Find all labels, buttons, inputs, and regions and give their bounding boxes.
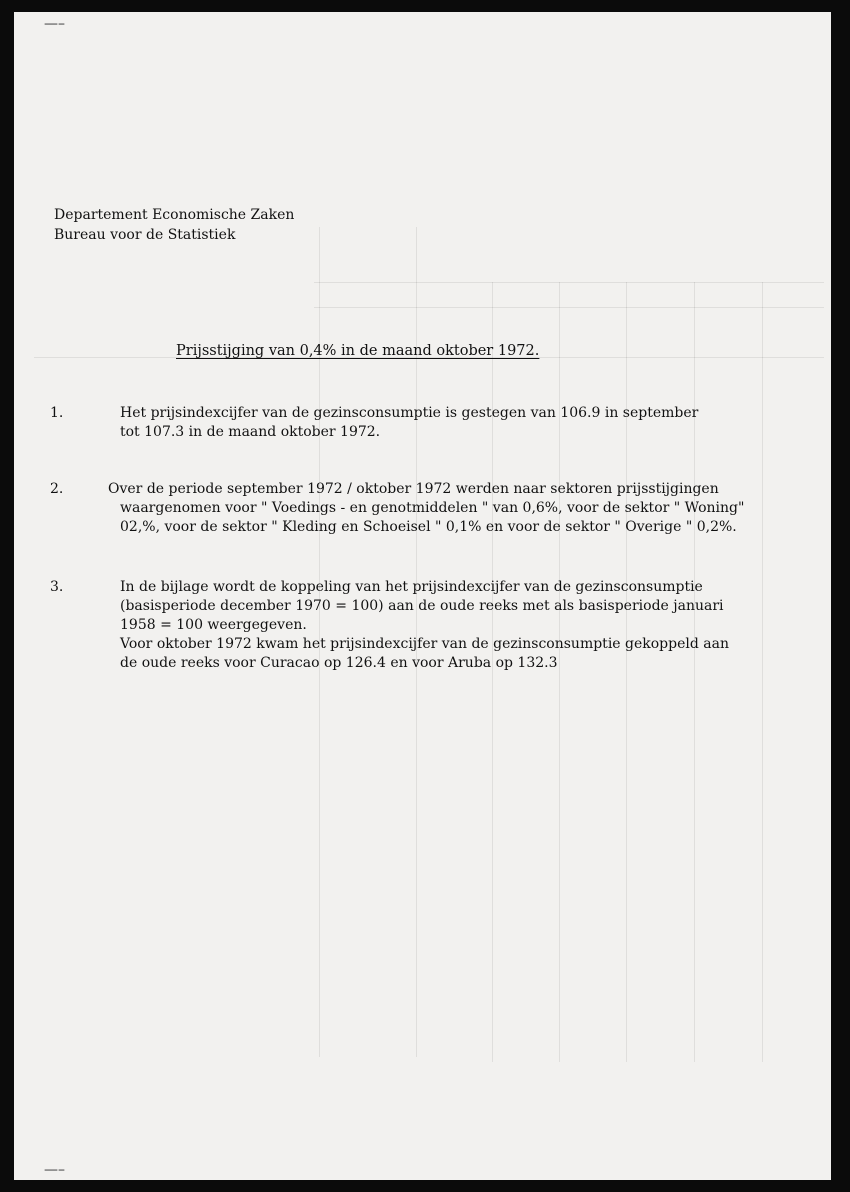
- item-line: tot 107.3 in de maand oktober 1972.: [120, 424, 381, 440]
- department-name: Departement Economische Zaken: [54, 207, 295, 223]
- item-line: Over de periode september 1972 / oktober 1972 werden naar sektoren prijsstijgingen: [108, 481, 719, 497]
- item-line: de oude reeks voor Curacao op 126.4 en voor Aruba op 132.3: [120, 655, 558, 671]
- department-header: [54, 205, 294, 245]
- scan-mark-top: —–: [44, 16, 65, 32]
- item-number: 3.: [50, 579, 64, 595]
- item-text: [120, 404, 820, 442]
- item-line: In de bijlage wordt de koppeling van het prijsindexcijfer van de gezinsconsumptie: [120, 579, 703, 595]
- list-item-3: [50, 578, 820, 673]
- item-number: 2.: [50, 481, 64, 497]
- item-line: Het prijsindexcijfer van de gezinsconsumptie is gestegen van 106.9 in september: [120, 405, 699, 421]
- item-text: [120, 578, 820, 673]
- page-title: Prijsstijging van 0,4% in de maand oktober 1972.: [176, 343, 540, 359]
- bureau-name: Bureau voor de Statistiek: [54, 227, 236, 243]
- item-line: 1958 = 100 weergegeven.: [120, 617, 307, 633]
- item-number: 1.: [50, 405, 64, 421]
- item-line: Voor oktober 1972 kwam het prijsindexcijfer van de gezinsconsumptie gekoppeld aan: [120, 636, 729, 652]
- item-text: [108, 480, 820, 537]
- list-item-1: [50, 404, 820, 442]
- item-line: (basisperiode december 1970 = 100) aan de oude reeks met als basisperiode januari: [120, 598, 724, 614]
- item-line: waargenomen voor " Voedings - en genotmiddelen " van 0,6%, voor de sektor " Woning": [120, 500, 745, 516]
- item-line: 02,%, voor de sektor " Kleding en Schoeisel " 0,1% en voor de sektor " Overige " 0,2%.: [120, 519, 737, 535]
- scan-mark-bottom: —–: [44, 1162, 65, 1178]
- document-page: [14, 12, 831, 1180]
- list-item-2: [50, 480, 820, 537]
